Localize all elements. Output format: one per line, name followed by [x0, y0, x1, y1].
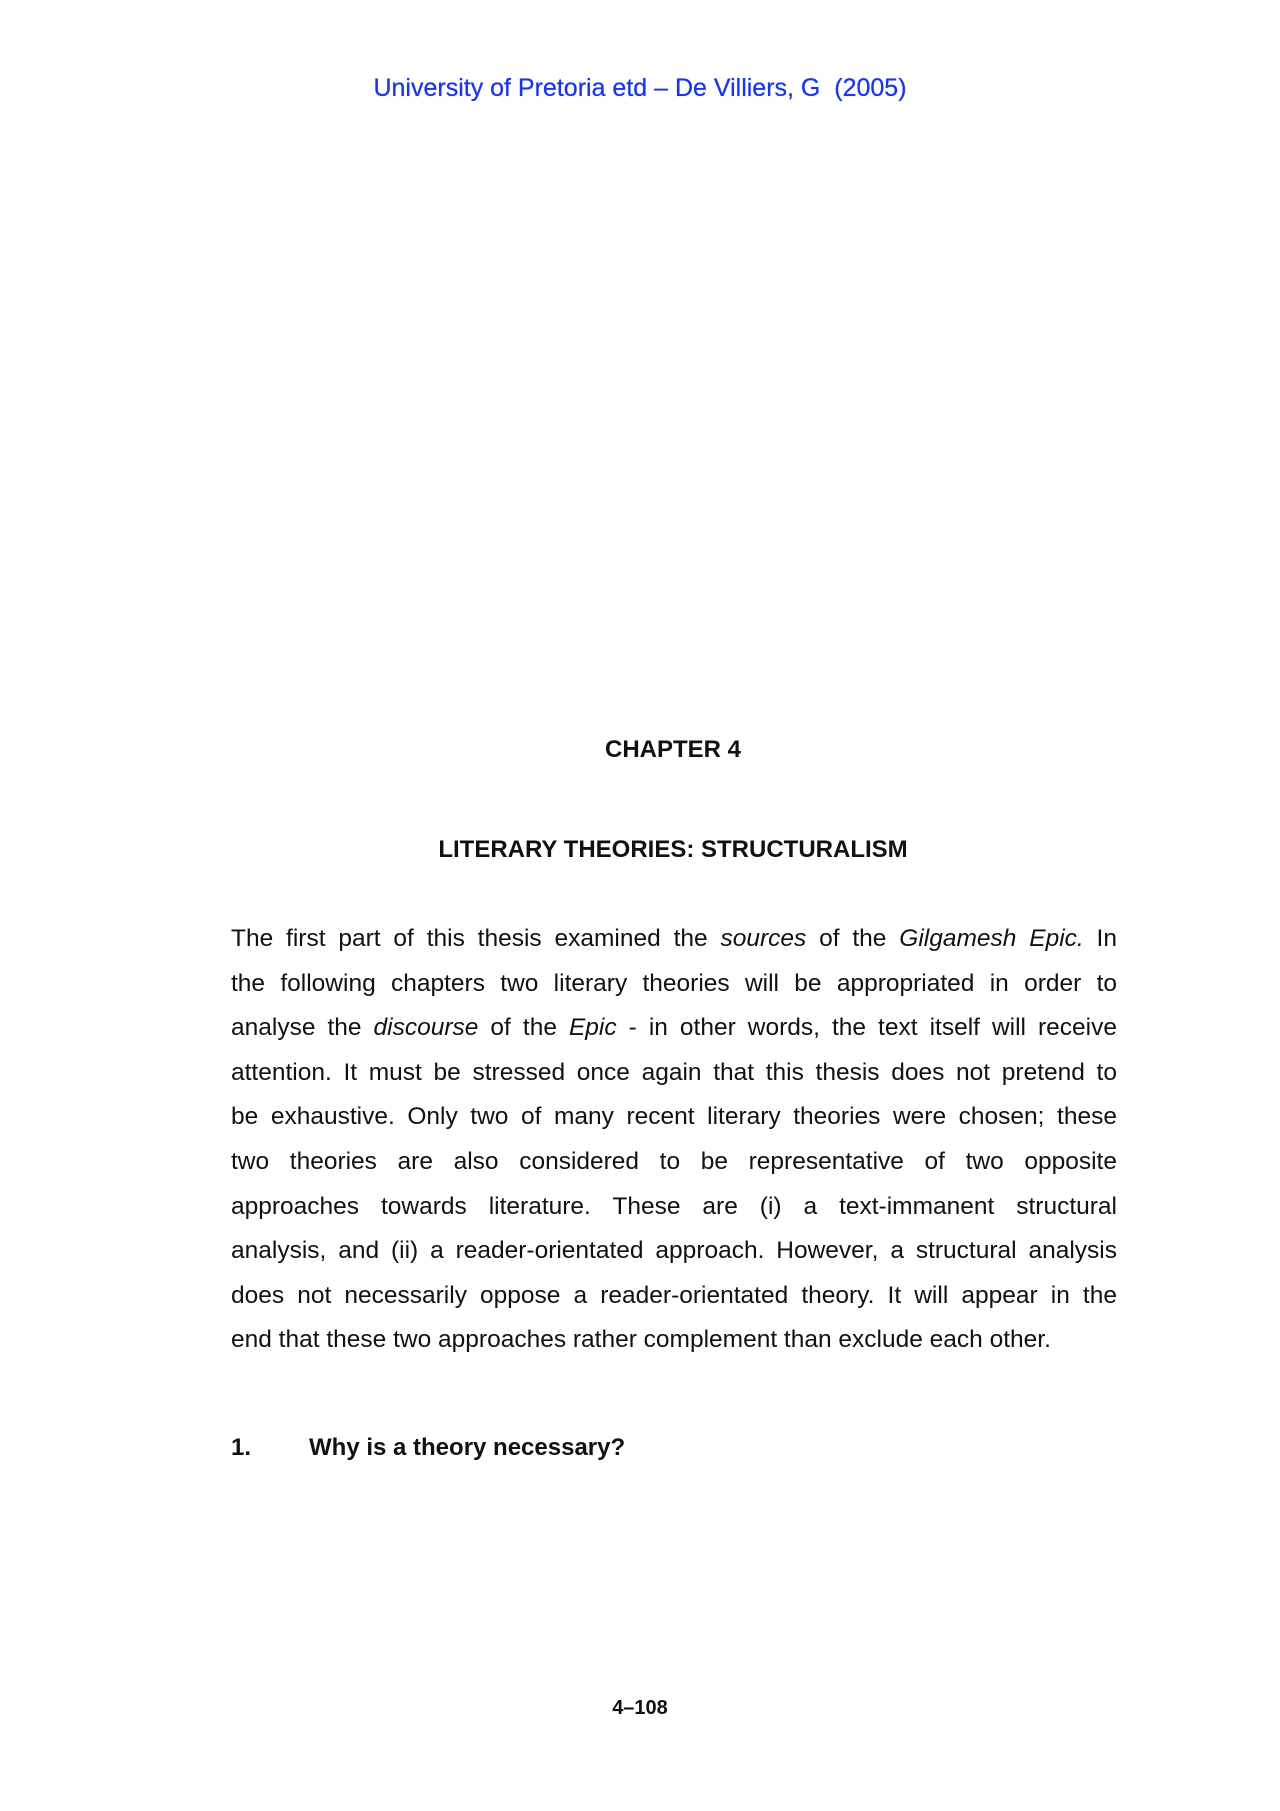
paragraph-line: end that these two approaches rather complement than exclude each other. [231, 1326, 1051, 1354]
section-number: 1. [231, 1434, 252, 1461]
paragraph-line: approaches towards literature. These are (i) a text-immanent structural [231, 1192, 1117, 1220]
paragraph-line: The first part of this thesis examined the sources of the Gilgamesh Epic. In [231, 925, 1117, 952]
document-header: University of Pretoria etd – De Villiers, G (2005) [373, 74, 907, 102]
italic-title: Epic [568, 1014, 617, 1042]
section-title: Why is a theory necessary? [309, 1434, 626, 1461]
paragraph-line: analysis, and (ii) a reader-orientated approach. However, a structural analysis [231, 1237, 1117, 1265]
italic-term: sources [720, 925, 807, 952]
section-heading [231, 1434, 625, 1462]
chapter-title: LITERARY THEORIES: STRUCTURALISM [438, 836, 908, 863]
paragraph-line: does not necessarily oppose a reader-orientated theory. It will appear in the [231, 1281, 1117, 1309]
paragraph-line: two theories are also considered to be representative of two opposite [231, 1147, 1117, 1175]
paragraph-line: be exhaustive. Only two of many recent literary theories were chosen; these [231, 1103, 1117, 1131]
italic-term: discourse [373, 1014, 479, 1042]
italic-title: Gilgamesh Epic. [899, 925, 1084, 952]
chapter-number: CHAPTER 4 [604, 736, 742, 763]
paragraph-line: the following chapters two literary theories will be appropriated in order to [231, 969, 1117, 997]
body-paragraph [231, 917, 1117, 1363]
paragraph-line: analyse the discourse of the Epic - in other words, the text itself will receive [231, 1014, 1117, 1042]
paragraph-line: attention. It must be stressed once again that this thesis does not pretend to [231, 1058, 1117, 1086]
page-number: 4–108 [612, 1697, 668, 1719]
